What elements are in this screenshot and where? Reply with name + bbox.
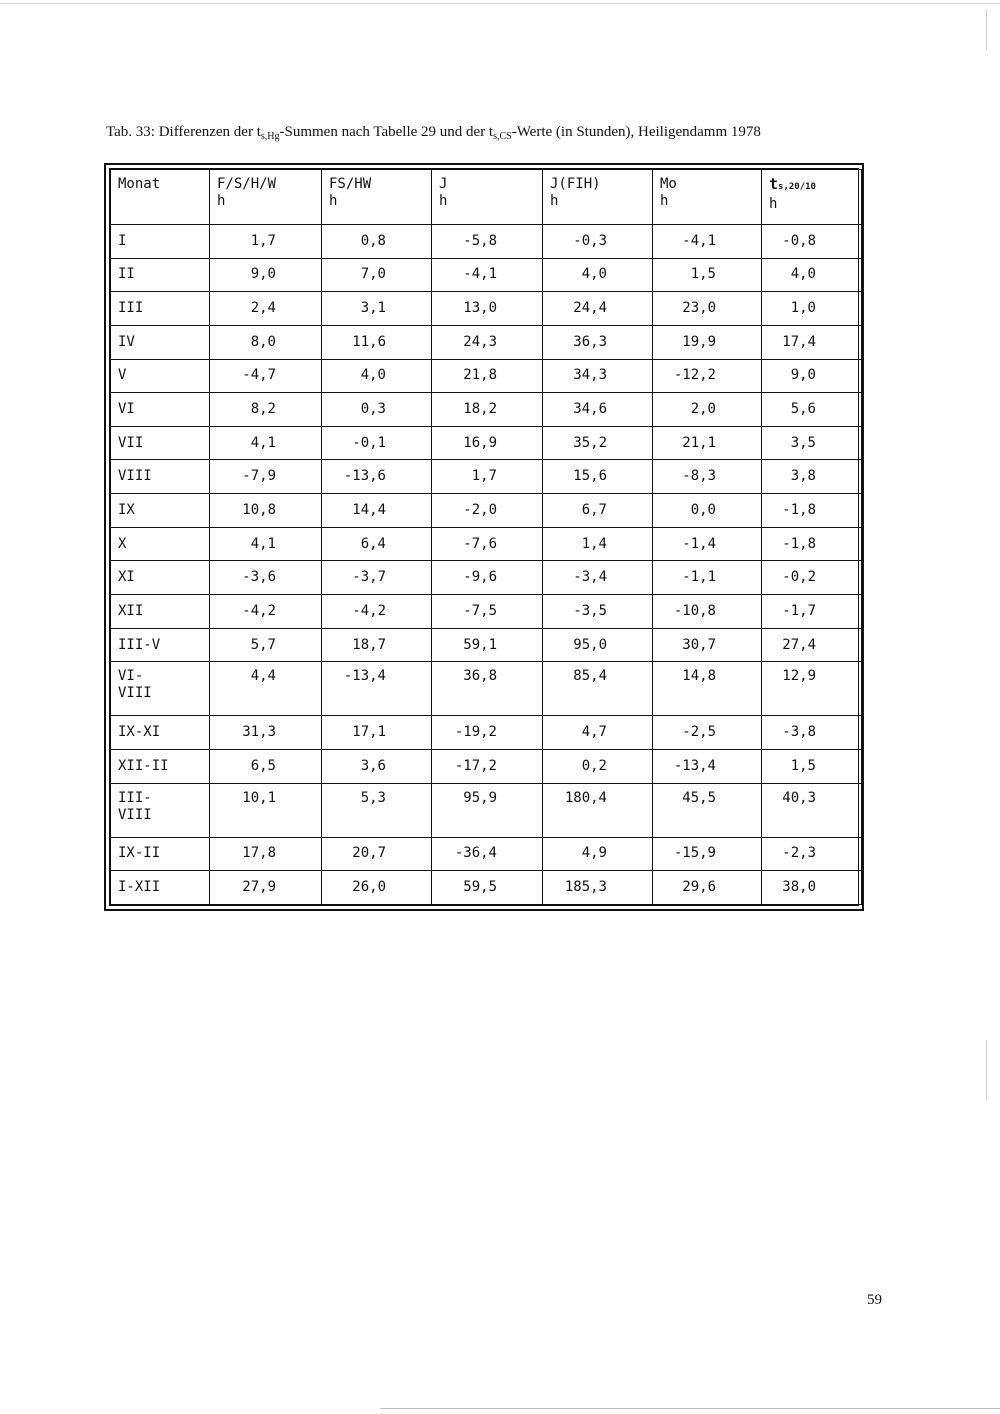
row-label: XII-II bbox=[111, 750, 210, 784]
table-cell: -15,9 bbox=[653, 837, 762, 871]
table-cell: 0,0 bbox=[653, 494, 762, 528]
table-cell: 0,2 bbox=[543, 750, 653, 784]
table-cell: 4,1 bbox=[210, 527, 322, 561]
table-row bbox=[111, 460, 862, 494]
table-cell: 8,2 bbox=[210, 393, 322, 427]
table-cell: 1,5 bbox=[762, 750, 862, 784]
table-cell: 26,0 bbox=[322, 871, 432, 905]
row-label: VII bbox=[111, 426, 210, 460]
row-label: I bbox=[111, 225, 210, 259]
table-cell: -7,9 bbox=[210, 460, 322, 494]
table-cell: 95,9 bbox=[432, 783, 543, 837]
table-cell: 4,7 bbox=[543, 716, 653, 750]
table-cell: 9,0 bbox=[210, 258, 322, 292]
table-row bbox=[111, 871, 862, 905]
table-cell: -1,4 bbox=[653, 527, 762, 561]
table-cell: 2,4 bbox=[210, 292, 322, 326]
table-cell: 1,5 bbox=[653, 258, 762, 292]
table-cell: 1,7 bbox=[210, 225, 322, 259]
data-table-frame bbox=[104, 163, 864, 911]
table-row bbox=[111, 258, 862, 292]
row-label: III bbox=[111, 292, 210, 326]
scan-edge-right-mark bbox=[986, 10, 987, 50]
header-ts-20-10: ts,20/10 h bbox=[762, 170, 862, 225]
table-cell: -8,3 bbox=[653, 460, 762, 494]
table-cell: 6,5 bbox=[210, 750, 322, 784]
table-cell: -4,2 bbox=[210, 595, 322, 629]
table-cell: 180,4 bbox=[543, 783, 653, 837]
table-cell: 40,3 bbox=[762, 783, 862, 837]
table-cell: -2,0 bbox=[432, 494, 543, 528]
table-cell: 20,7 bbox=[322, 837, 432, 871]
table-row bbox=[111, 561, 862, 595]
table-cell: -0,8 bbox=[762, 225, 862, 259]
header-fshw: F/S/H/W h bbox=[210, 170, 322, 225]
table-cell: 4,0 bbox=[543, 258, 653, 292]
table-cell: 4,0 bbox=[322, 359, 432, 393]
table-cell: -36,4 bbox=[432, 837, 543, 871]
header-fs-hw: FS/HW h bbox=[322, 170, 432, 225]
row-label: V bbox=[111, 359, 210, 393]
table-cell: 185,3 bbox=[543, 871, 653, 905]
table-cell: 9,0 bbox=[762, 359, 862, 393]
row-label: IX-II bbox=[111, 837, 210, 871]
table-cell: -9,6 bbox=[432, 561, 543, 595]
table-cell: -5,8 bbox=[432, 225, 543, 259]
table-cell: 17,1 bbox=[322, 716, 432, 750]
table-cell: 6,4 bbox=[322, 527, 432, 561]
table-cell: -3,6 bbox=[210, 561, 322, 595]
table-cell: -1,8 bbox=[762, 494, 862, 528]
table-cell: 3,8 bbox=[762, 460, 862, 494]
table-header-row bbox=[111, 170, 862, 225]
table-cell: 18,2 bbox=[432, 393, 543, 427]
table-cell: 5,3 bbox=[322, 783, 432, 837]
table-cell: 5,7 bbox=[210, 628, 322, 662]
page-number: 59 bbox=[867, 1292, 882, 1308]
table-cell: 16,9 bbox=[432, 426, 543, 460]
table-cell: -7,6 bbox=[432, 527, 543, 561]
row-label: IV bbox=[111, 325, 210, 359]
table-cell: 24,3 bbox=[432, 325, 543, 359]
table-cell: -1,8 bbox=[762, 527, 862, 561]
table-cell: -13,6 bbox=[322, 460, 432, 494]
table-cell: 10,1 bbox=[210, 783, 322, 837]
table-row bbox=[111, 595, 862, 629]
table-cell: 34,3 bbox=[543, 359, 653, 393]
table-cell: 59,1 bbox=[432, 628, 543, 662]
table-row bbox=[111, 292, 862, 326]
table-cell: -3,7 bbox=[322, 561, 432, 595]
table-cell: 17,4 bbox=[762, 325, 862, 359]
table-cell: -17,2 bbox=[432, 750, 543, 784]
table-cell: -3,4 bbox=[543, 561, 653, 595]
row-label: VI- VIII bbox=[111, 662, 210, 716]
table-cell: 36,3 bbox=[543, 325, 653, 359]
table-cell: 3,5 bbox=[762, 426, 862, 460]
table-cell: -10,8 bbox=[653, 595, 762, 629]
table-cell: 1,4 bbox=[543, 527, 653, 561]
table-cell: 13,0 bbox=[432, 292, 543, 326]
table-cell: 4,0 bbox=[762, 258, 862, 292]
table-row bbox=[111, 426, 862, 460]
table-row bbox=[111, 527, 862, 561]
caption-middle: -Summen nach Tabelle 29 und der t bbox=[279, 124, 494, 140]
unit-label: h bbox=[550, 193, 559, 209]
table-cell: -4,7 bbox=[210, 359, 322, 393]
table-cell: 31,3 bbox=[210, 716, 322, 750]
table-cell: 14,8 bbox=[653, 662, 762, 716]
table-cell: 23,0 bbox=[653, 292, 762, 326]
table-cell: 12,9 bbox=[762, 662, 862, 716]
caption-suffix: -Werte (in Stunden), Heiligendamm 1978 bbox=[511, 124, 761, 140]
table-cell: 4,9 bbox=[543, 837, 653, 871]
table-cell: 11,6 bbox=[322, 325, 432, 359]
table-cell: 8,0 bbox=[210, 325, 322, 359]
header-j-fih: J(FIH) h bbox=[543, 170, 653, 225]
table-cell: -3,8 bbox=[762, 716, 862, 750]
table-cell: 19,9 bbox=[653, 325, 762, 359]
row-label: III- VIII bbox=[111, 783, 210, 837]
table-cell: 5,6 bbox=[762, 393, 862, 427]
table-cell: 1,0 bbox=[762, 292, 862, 326]
table-cell: -2,5 bbox=[653, 716, 762, 750]
table-cell: -12,2 bbox=[653, 359, 762, 393]
table-cell: 6,7 bbox=[543, 494, 653, 528]
table-row bbox=[111, 662, 862, 716]
table-cell: 7,0 bbox=[322, 258, 432, 292]
table-cell: 85,4 bbox=[543, 662, 653, 716]
scan-edge-bottom bbox=[380, 1408, 1000, 1409]
scan-edge-top bbox=[0, 3, 1000, 4]
scan-edge-right-mark-lower bbox=[986, 1040, 987, 1100]
table-cell: -0,1 bbox=[322, 426, 432, 460]
row-label: IX-XI bbox=[111, 716, 210, 750]
unit-label: h bbox=[769, 196, 778, 212]
table-cell: 36,8 bbox=[432, 662, 543, 716]
table-row bbox=[111, 494, 862, 528]
table-cell: 34,6 bbox=[543, 393, 653, 427]
caption-sub-1: s,Hg bbox=[260, 131, 280, 142]
table-cell: 38,0 bbox=[762, 871, 862, 905]
table-cell: -13,4 bbox=[322, 662, 432, 716]
table-cell: 18,7 bbox=[322, 628, 432, 662]
table-cell: 29,6 bbox=[653, 871, 762, 905]
table-cell: 45,5 bbox=[653, 783, 762, 837]
table-cell: -0,3 bbox=[543, 225, 653, 259]
table-cell: -1,1 bbox=[653, 561, 762, 595]
row-label: I-XII bbox=[111, 871, 210, 905]
row-label: IX bbox=[111, 494, 210, 528]
table-row bbox=[111, 628, 862, 662]
table-cell: -7,5 bbox=[432, 595, 543, 629]
table-cell: 0,8 bbox=[322, 225, 432, 259]
row-label: XII bbox=[111, 595, 210, 629]
row-label: VI bbox=[111, 393, 210, 427]
data-table-inner-frame bbox=[109, 168, 859, 906]
header-j: J h bbox=[432, 170, 543, 225]
table-cell: 30,7 bbox=[653, 628, 762, 662]
table-cell: 4,4 bbox=[210, 662, 322, 716]
table-row bbox=[111, 716, 862, 750]
unit-label: h bbox=[329, 193, 338, 209]
table-cell: 21,1 bbox=[653, 426, 762, 460]
caption-prefix: Tab. 33: Differenzen der t bbox=[106, 124, 261, 140]
row-label: III-V bbox=[111, 628, 210, 662]
header-monat: Monat bbox=[111, 170, 210, 225]
table-cell: -13,4 bbox=[653, 750, 762, 784]
table-row bbox=[111, 225, 862, 259]
table-cell: -2,3 bbox=[762, 837, 862, 871]
table-cell: -3,5 bbox=[543, 595, 653, 629]
table-cell: 21,8 bbox=[432, 359, 543, 393]
table-cell: -19,2 bbox=[432, 716, 543, 750]
unit-label: h bbox=[439, 193, 448, 209]
table-cell: 2,0 bbox=[653, 393, 762, 427]
table-row bbox=[111, 325, 862, 359]
table-cell: 27,4 bbox=[762, 628, 862, 662]
table-cell: 95,0 bbox=[543, 628, 653, 662]
table-cell: 59,5 bbox=[432, 871, 543, 905]
table-row bbox=[111, 359, 862, 393]
table-cell: 10,8 bbox=[210, 494, 322, 528]
table-cell: 24,4 bbox=[543, 292, 653, 326]
table-cell: 35,2 bbox=[543, 426, 653, 460]
table-row bbox=[111, 393, 862, 427]
unit-label: h bbox=[660, 193, 669, 209]
table-cell: 15,6 bbox=[543, 460, 653, 494]
table-cell: -0,2 bbox=[762, 561, 862, 595]
table-cell: -4,1 bbox=[653, 225, 762, 259]
table-row bbox=[111, 750, 862, 784]
table-cell: 0,3 bbox=[322, 393, 432, 427]
table-cell: -4,1 bbox=[432, 258, 543, 292]
table-body bbox=[111, 225, 862, 905]
row-label: X bbox=[111, 527, 210, 561]
table-cell: 3,6 bbox=[322, 750, 432, 784]
table-row bbox=[111, 783, 862, 837]
table-cell: -4,2 bbox=[322, 595, 432, 629]
table-cell: 3,1 bbox=[322, 292, 432, 326]
table-row bbox=[111, 837, 862, 871]
row-label: II bbox=[111, 258, 210, 292]
header-mo: Mo h bbox=[653, 170, 762, 225]
table-cell: 27,9 bbox=[210, 871, 322, 905]
table-caption bbox=[106, 124, 906, 142]
row-label: XI bbox=[111, 561, 210, 595]
table-cell: 4,1 bbox=[210, 426, 322, 460]
caption-sub-2: s,CS bbox=[493, 131, 512, 142]
table-cell: 1,7 bbox=[432, 460, 543, 494]
table-cell: -1,7 bbox=[762, 595, 862, 629]
unit-label: h bbox=[217, 193, 226, 209]
table-cell: 14,4 bbox=[322, 494, 432, 528]
data-table bbox=[110, 169, 862, 905]
row-label: VIII bbox=[111, 460, 210, 494]
table-cell: 17,8 bbox=[210, 837, 322, 871]
